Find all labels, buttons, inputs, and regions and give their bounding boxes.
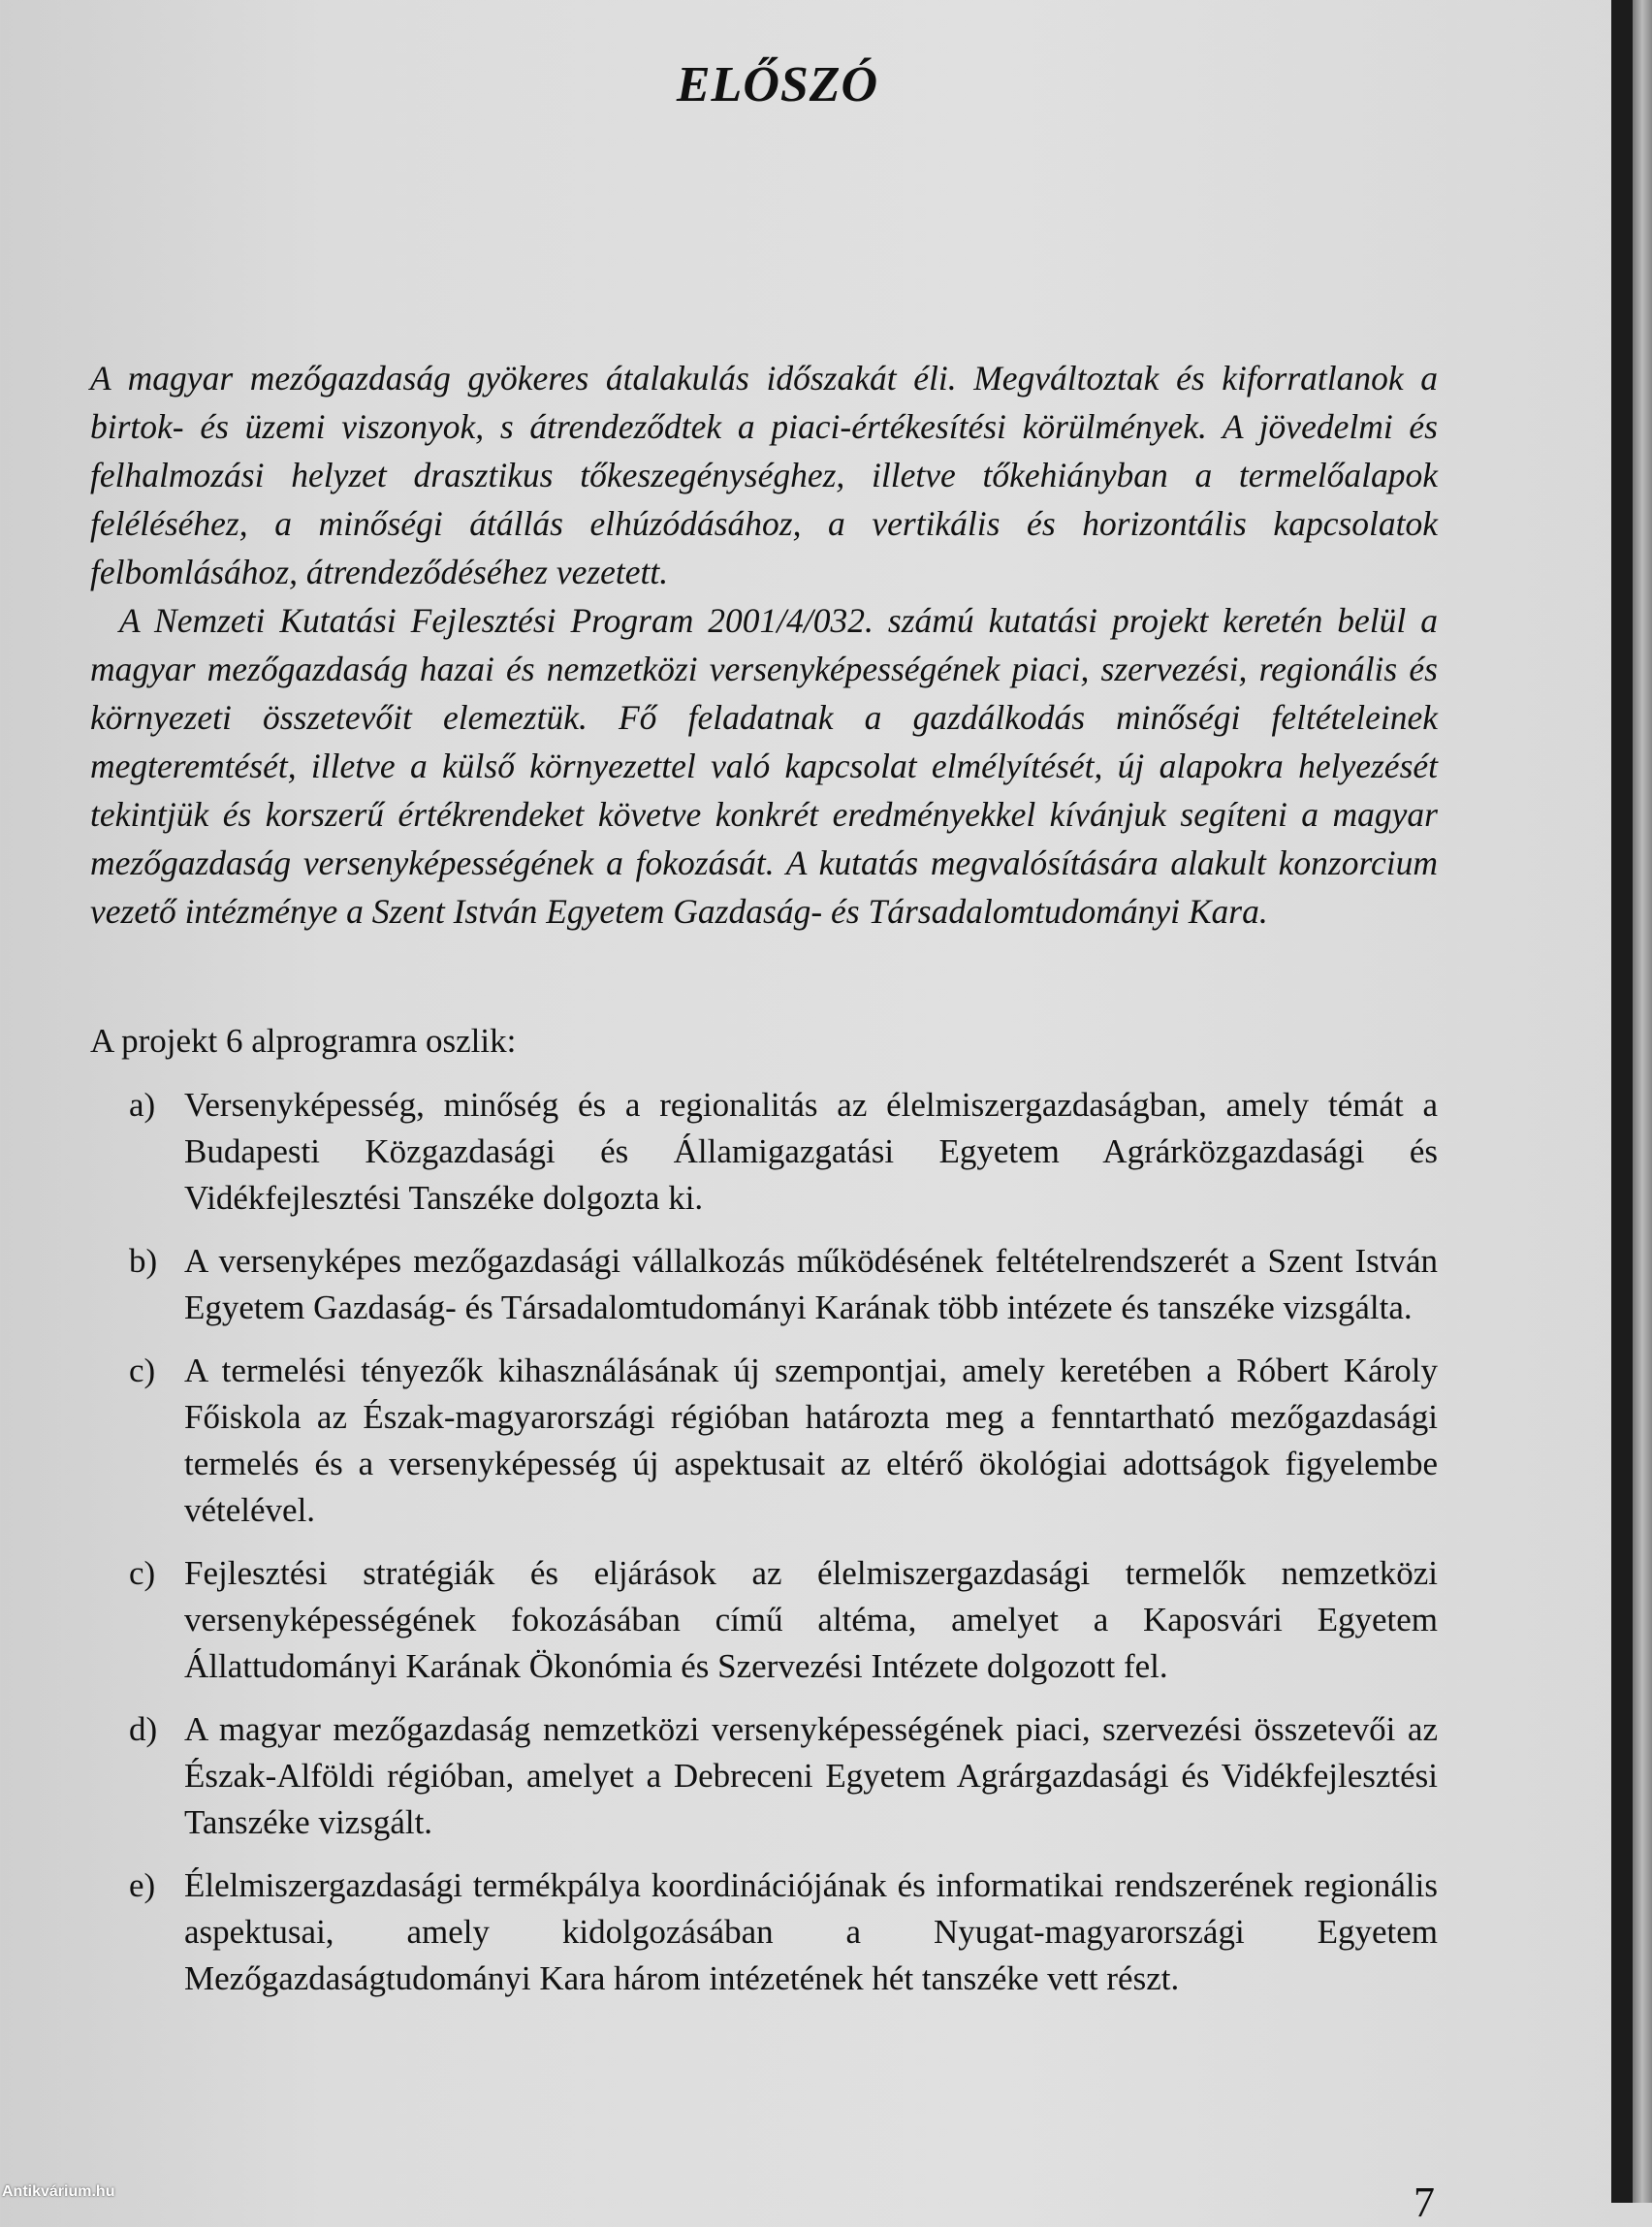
watermark: Antikvárium.hu <box>2 2183 115 2200</box>
list-text: A versenyképes mezőgazdasági vállalkozás működésének feltételrendszerét a Szent István Egyetem Gazdaság- és Társadalomtudományi Karának több intézete és tanszéke vizsgálta. <box>184 1242 1438 1326</box>
list-label: c) <box>129 1352 156 1389</box>
list-text: A termelési tényezők kihasználásának új szempontjai, amely keretében a Róbert Károly Főiskola az Észak-magyarországi régióban határozta meg a fenntartható mezőgazdasági termelés és a versenyképesség új aspektusait az eltérő ökológiai adottságok figyelembe vételével. <box>184 1352 1438 1529</box>
intro-paragraph: A magyar mezőgazdaság gyökeres átalakulás időszakát éli. Megváltoztak és kiforratlanok a birtok- és üzemi viszonyok, s átrendeződtek a piaci-értékesítési körülmények. A jövedelmi és felhalmozási helyzet drasztikus tőkeszegénységhez, illetve tőkehiányban a termelőalapok feléléséhez, a minőségi átállás elhúzódásához, a vertikális és horizontális kapcsolatok felbomlásához, átrendeződéséhez vezetett. <box>90 359 1438 591</box>
list-item <box>90 1550 1438 1690</box>
intro-paragraph: A Nemzeti Kutatási Fejlesztési Program 2001/4/032. számú kutatási projekt keretén belül a magyar mezőgazdaság hazai és nemzetközi versenyképességének piaci, szervezési, regionális és környezeti összetevőit elemeztük. Fő feladatnak a gazdálkodás minőségi feltételeinek megteremtését, illetve a külső környezettel való kapcsolat elmélyítését, új alapokra helyezését tekintjük és korszerű értékrendeket követve konkrét eredményekkel kívánjuk segíteni a magyar mezőgazdaság versenyképességének a fokozását. A kutatás megvalósítására alakult konzorcium vezető intézménye a Szent István Egyetem Gazdaság- és Társadalomtudományi Kara. <box>90 601 1438 931</box>
page-number: 7 <box>1414 2179 1435 2226</box>
list-text: A magyar mezőgazdaság nemzetközi versenyképességének piaci, szervezési összetevői az Észak-Alföldi régióban, amelyet a Debreceni Egyetem Agrárgazdasági és Vidékfejlesztési Tanszéke vizsgált. <box>184 1710 1438 1841</box>
list-text: Fejlesztési stratégiák és eljárások az élelmiszergazdasági termelők nemzetközi versenyképességének fokozásában című altéma, amelyet a Kaposvári Egyetem Állattudományi Karának Ökonómia és Szervezési Intézete dolgozott fel. <box>184 1554 1438 1685</box>
list-label: c) <box>129 1554 156 1592</box>
list-lead: A projekt 6 alprogramra oszlik: <box>90 1022 517 1060</box>
list-text: Versenyképesség, minőség és a regionalitás az élelmiszergazdaságban, amely témát a Budapesti Közgazdasági és Államigazgatási Egyetem Agrárközgazdasági és Vidékfejlesztési Tanszéke dolgozta ki. <box>184 1086 1438 1217</box>
list-item <box>90 1862 1438 2002</box>
list-label: d) <box>129 1710 158 1748</box>
list-label: b) <box>129 1242 158 1280</box>
list-item <box>90 1238 1438 1331</box>
book-spine-edge <box>1633 0 1652 2203</box>
list-text: Élelmiszergazdasági termékpálya koordinációjának és informatikai rendszerének regionális aspektusai, amely kidolgozásában a Nyugat-magyarországi Egyetem Mezőgazdaságtudományi Kara három intézetének hét tanszéke vett részt. <box>184 1866 1438 1997</box>
list-label: e) <box>129 1866 156 1904</box>
intro-section <box>90 354 1438 936</box>
list-item <box>90 1082 1438 1222</box>
subprogram-section <box>90 1018 1438 2019</box>
list-item <box>90 1348 1438 1534</box>
list-label: a) <box>129 1086 156 1124</box>
page-title: ELŐSZÓ <box>676 57 879 112</box>
book-cover-edge <box>1611 0 1633 2203</box>
list-item <box>90 1706 1438 1846</box>
